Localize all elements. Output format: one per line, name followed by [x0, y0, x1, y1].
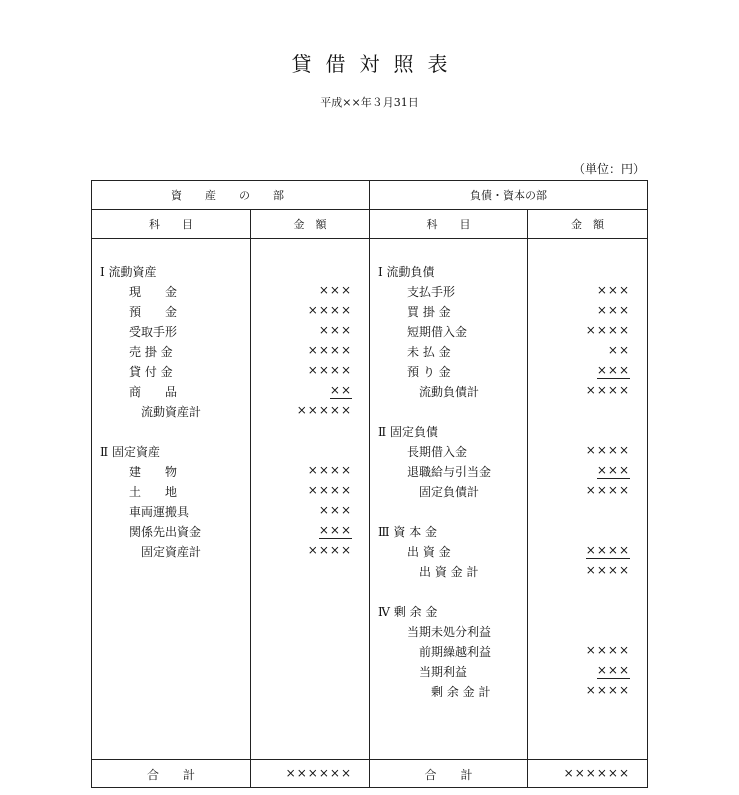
- liab-fixed-total-amount: ××××: [585, 483, 630, 497]
- assets-current-total-label: 流動資産計: [141, 405, 202, 419]
- surplus-total-amount: ××××: [585, 683, 630, 697]
- surplus-heading: Ⅳ 剰 余 金: [378, 605, 438, 619]
- assets-fixed-heading: Ⅱ 固定資産: [100, 445, 160, 459]
- asset-row-label: 売 掛 金: [129, 345, 173, 359]
- liab-row-label: 長期借入金: [407, 445, 468, 459]
- liab-grand-total-amount: ××××××: [563, 766, 630, 780]
- unit-label: （単位：円）: [572, 162, 645, 176]
- liabilities-section-header: 負債・資本の部: [470, 189, 547, 202]
- table-divider-center: [369, 180, 370, 788]
- capital-row-label: 出 資 金: [407, 545, 451, 559]
- asset-row-label: 預 金: [129, 305, 178, 319]
- asset-row-amount: ××: [329, 383, 352, 397]
- table-divider-assets-amount: [250, 209, 251, 788]
- asset-row-amount: ××××: [307, 303, 352, 317]
- surplus-row-label: 当期利益: [419, 665, 468, 679]
- liab-row-amount: ×××: [596, 303, 630, 317]
- assets-current-heading: Ⅰ 流動資産: [100, 265, 157, 279]
- asset-row-amount: ××××: [307, 343, 352, 357]
- liab-current-heading: Ⅰ 流動負債: [378, 265, 435, 279]
- surplus-total-label: 剰 余 金 計: [431, 685, 491, 699]
- asset-row-amount: ××××: [307, 483, 352, 497]
- liab-current-total-amount: ××××: [585, 383, 630, 397]
- assets-item-header: 科 目: [149, 218, 193, 231]
- liab-amount-header: 金 額: [571, 218, 604, 231]
- asset-row-amount: ××××: [307, 363, 352, 377]
- liab-row-amount: ××××: [585, 323, 630, 337]
- document-title: 貸借対照表: [291, 52, 462, 76]
- asset-row-amount: ××××: [307, 463, 352, 477]
- asset-row-amount: ×××: [318, 523, 352, 537]
- surplus-row-amount: ××××: [585, 643, 630, 657]
- table-border-right: [647, 180, 648, 788]
- liab-fixed-heading: Ⅱ 固定負債: [378, 425, 438, 439]
- assets-amount-header: 金 額: [293, 218, 327, 231]
- assets-fixed-total-amount: ××××: [307, 543, 352, 557]
- table-border-left: [91, 180, 92, 788]
- liab-row-amount: ××××: [585, 443, 630, 457]
- asset-row-label: 土 地: [129, 485, 178, 499]
- document-date: 平成××年３月31日: [320, 96, 419, 109]
- asset-row-label: 車両運搬具: [129, 505, 190, 519]
- asset-row-amount: ×××: [318, 283, 352, 297]
- surplus-row-label: 前期繰越利益: [419, 645, 492, 659]
- liab-item-header: 科 目: [426, 218, 471, 231]
- asset-row-label: 関係先出資金: [129, 525, 202, 539]
- asset-row-amount: ×××: [318, 503, 352, 517]
- assets-current-total-amount: ×××××: [296, 403, 352, 417]
- liab-row-amount: ×××: [596, 463, 630, 477]
- liab-row-amount: ×××: [596, 283, 630, 297]
- assets-grand-total-label: 合 計: [146, 768, 195, 782]
- liab-row-label: 短期借入金: [407, 325, 468, 339]
- liab-row-label: 預 り 金: [407, 365, 451, 379]
- table-rule-section-header: [91, 209, 648, 210]
- table-rule-footer: [91, 759, 648, 760]
- surplus-row-amount: ×××: [596, 663, 630, 677]
- capital-total-label: 出 資 金 計: [419, 565, 479, 579]
- capital-total-amount: ××××: [585, 563, 630, 577]
- capital-heading: Ⅲ 資 本 金: [378, 525, 438, 539]
- surplus-sub-heading: 当期未処分利益: [407, 625, 492, 639]
- capital-row-amount: ××××: [585, 543, 630, 557]
- liab-current-total-label: 流動負債計: [419, 385, 480, 399]
- asset-row-label: 現 金: [129, 285, 178, 299]
- assets-fixed-total-label: 固定資産計: [141, 545, 202, 559]
- liab-row-label: 買 掛 金: [407, 305, 451, 319]
- liab-grand-total-label: 合 計: [424, 768, 473, 782]
- asset-row-label: 貸 付 金: [129, 365, 173, 379]
- asset-row-label: 受取手形: [129, 325, 178, 339]
- liab-row-label: 退職給与引当金: [407, 465, 492, 479]
- liab-row-amount: ×××: [596, 363, 630, 377]
- assets-grand-total-amount: ××××××: [285, 766, 352, 780]
- liab-row-label: 未 払 金: [407, 345, 451, 359]
- asset-row-label: 商 品: [129, 385, 178, 399]
- liab-row-amount: ××: [607, 343, 630, 357]
- liab-row-label: 支払手形: [407, 285, 456, 299]
- assets-section-header: 資 産 の 部: [171, 189, 290, 202]
- asset-row-amount: ×××: [318, 323, 352, 337]
- asset-row-label: 建 物: [129, 465, 178, 479]
- liab-fixed-total-label: 固定負債計: [419, 485, 480, 499]
- table-divider-liab-amount: [527, 209, 528, 788]
- table-rule-column-header: [91, 238, 648, 239]
